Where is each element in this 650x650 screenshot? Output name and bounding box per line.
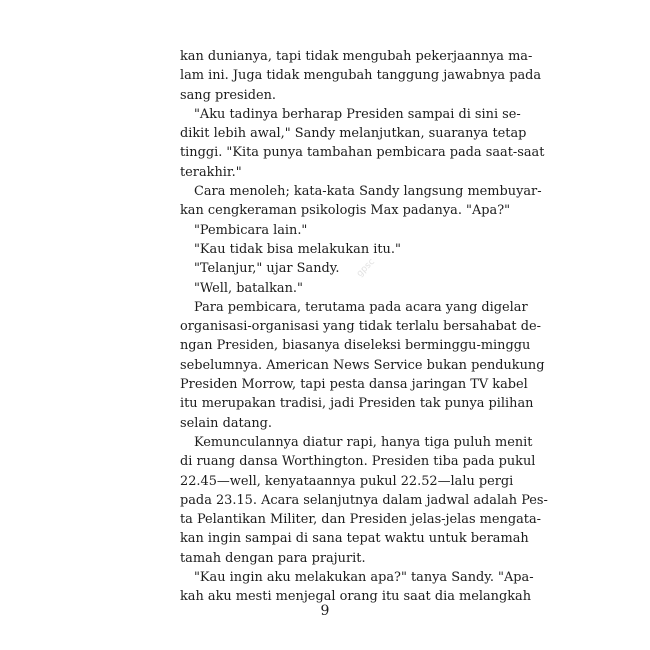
text-line: "Well, batalkan." — [194, 280, 303, 296]
text-line: "Aku tadinya berharap Presiden sampai di sini se- — [194, 106, 521, 122]
text-line: kan cengkeraman psikologis Max padanya. "Apa?" — [180, 203, 511, 219]
text-line: sang presiden. — [180, 87, 277, 103]
text-line: dikit lebih awal," Sandy melanjutkan, suaranya tetap — [180, 126, 527, 142]
text-line: "Telanjur," ujar Sandy. — [194, 261, 340, 277]
page-number: 9 — [320, 603, 330, 619]
text-line: kan ingin sampai di sana tepat waktu untuk beramah — [180, 531, 529, 547]
text-line: sebelumnya. American News Service bukan pendukung — [180, 357, 545, 373]
text-line: Cara menoleh; kata-kata Sandy langsung membuyar- — [194, 184, 542, 200]
text-line: tamah dengan para prajurit. — [180, 550, 366, 566]
text-line: "Pembicara lain." — [194, 222, 308, 238]
text-line: lam ini. Juga tidak mengubah tanggung jawabnya pada — [180, 68, 542, 84]
text-line: Presiden Morrow, tapi pesta dansa jaringan TV kabel — [180, 377, 528, 393]
text-line: terakhir." — [180, 164, 242, 180]
text-line: "Kau ingin aku melakukan apa?" tanya Sandy. "Apa- — [194, 570, 534, 586]
watermark: gpsc — [355, 257, 377, 280]
text-line: ngan Presiden, biasanya diseleksi berminggu-minggu — [180, 338, 531, 354]
text-line: organisasi-organisasi yang tidak terlalu bersahabat de- — [180, 319, 541, 335]
text-line: kan dunianya, tapi tidak mengubah pekerjaannya ma- — [180, 49, 533, 64]
text-line: "Kau tidak bisa melakukan itu." — [194, 241, 401, 257]
text-line: tinggi. "Kita punya tambahan pembicara pada saat-saat — [180, 145, 545, 161]
text-line: 22.45—well, kenyataannya pukul 22.52—lalu pergi — [180, 473, 514, 489]
text-line: Para pembicara, terutama pada acara yang digelar — [194, 299, 528, 315]
text-line: pada 23.15. Acara selanjutnya dalam jadwal adalah Pes- — [180, 492, 548, 508]
text-line: kah aku mesti menjegal orang itu saat dia melangkah — [180, 589, 531, 605]
text-line: di ruang dansa Worthington. Presiden tiba pada pukul — [180, 454, 536, 470]
text-line: itu merupakan tradisi, jadi Presiden tak punya pilihan — [180, 396, 534, 412]
text-line: Kemunculannya diatur rapi, hanya tiga puluh menit — [194, 434, 533, 450]
text-line: ta Pelantikan Militer, dan Presiden jelas-jelas mengata- — [180, 512, 541, 528]
body-text — [180, 47, 548, 607]
text-line: selain datang. — [180, 415, 273, 431]
